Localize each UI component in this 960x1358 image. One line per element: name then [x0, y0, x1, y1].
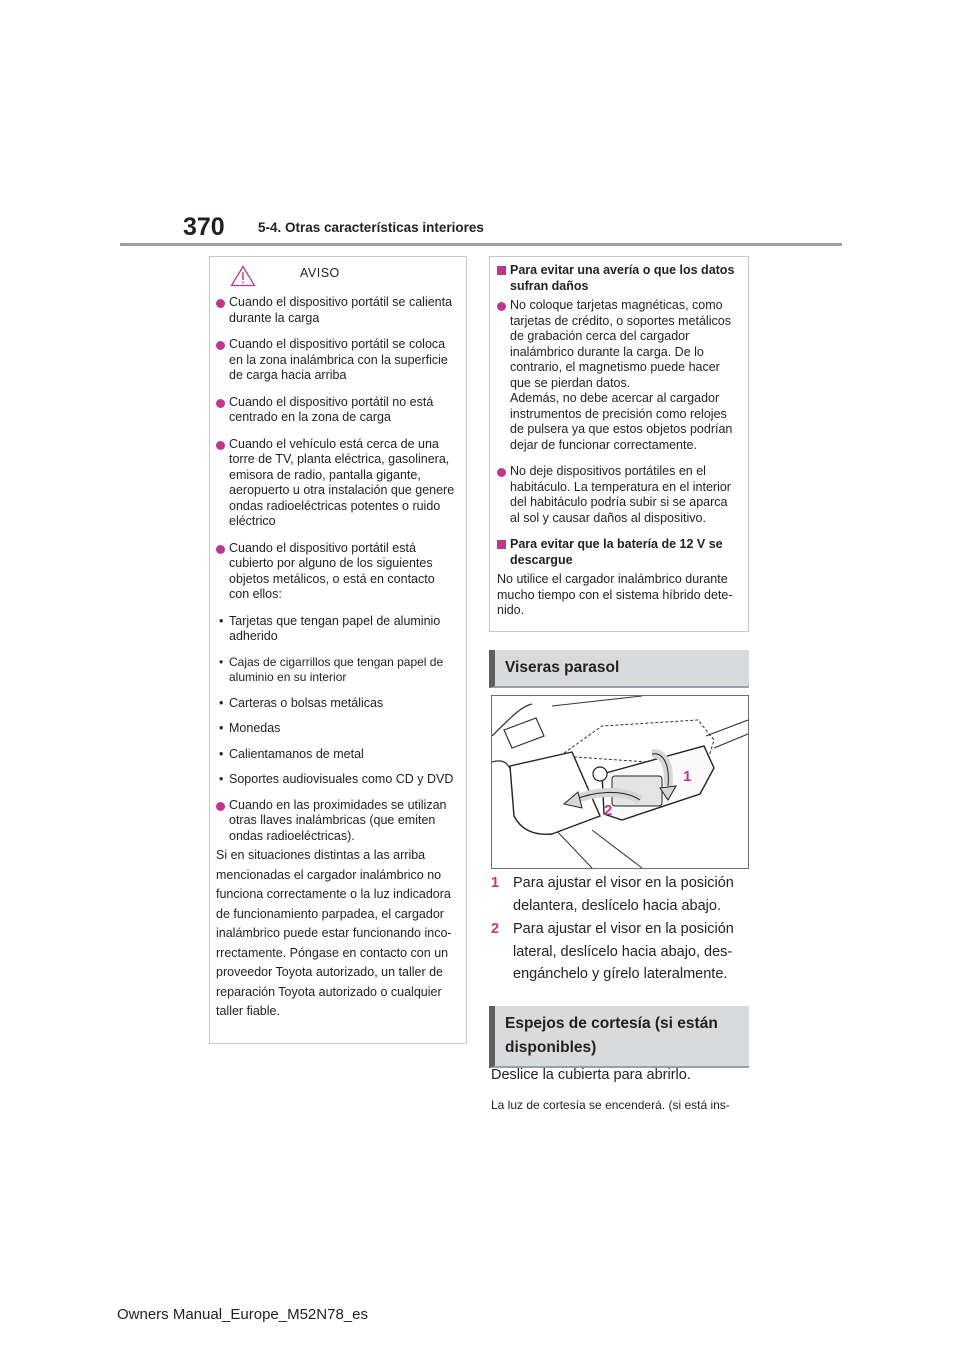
mirror-text: Deslice la cubierta para abrirlo.: [491, 1067, 691, 1083]
list-item: [216, 541, 456, 603]
bullet-dot-icon: [497, 468, 506, 477]
figure-label-2: 2: [604, 802, 613, 819]
mirror-note: La luz de cortesía se encenderá. (si está ins-: [491, 1098, 730, 1112]
bullet-mark: •: [219, 746, 224, 761]
page-number: 370: [183, 213, 225, 241]
text-line: lateral, deslícelo hacia abajo, des-: [513, 943, 733, 960]
text-line: de funcionamiento parpadea, el cargador: [216, 906, 444, 921]
bullet-mark: •: [219, 772, 224, 786]
bullet-mark: •: [219, 695, 224, 710]
list-item-text: Cajas de cigarrillos que tengan papel de aluminio en su interior: [229, 654, 444, 684]
text-line: reparación Toyota autorizado o cualquier: [216, 984, 442, 999]
caution-subheading: [497, 537, 738, 568]
list-item: [216, 337, 456, 384]
bullet-dot-icon: [216, 545, 225, 554]
list-item: [216, 395, 456, 426]
section-title: 5-4. Otras características interiores: [258, 220, 484, 235]
step-number: 2: [491, 921, 500, 937]
mirror-heading: [489, 1006, 749, 1068]
sub-list-item: [216, 772, 456, 788]
heading-line: Espejos de cortesía (si están: [505, 1015, 718, 1032]
visor-illustration: [491, 695, 749, 869]
list-item: [497, 464, 738, 526]
caution-subheading: [497, 263, 738, 294]
list-item-text: No coloque tarjetas magnéticas, como tarjetas de crédito, o soportes metálicos de grabación cerca del cargador inalámbrico durante la carga. De lo contrario, el magnetismo puede hacer que se pierdan datos.: [510, 298, 731, 390]
sub-list-item: [216, 655, 456, 686]
text-line: funciona correctamente o la luz indicadora: [216, 887, 451, 901]
text-line: rrectamente. Póngase en contacto con un: [216, 945, 449, 960]
warning-closing-text: [216, 846, 456, 1022]
list-item-text: Carteras o bolsas metálicas: [229, 695, 384, 710]
bullet-dot-icon: [216, 341, 225, 350]
sub-list-item: [216, 614, 456, 645]
sub-list-item: [216, 747, 456, 763]
list-item-text: Calientamanos de metal: [229, 746, 364, 761]
list-item: [216, 798, 456, 845]
heading-line: disponibles): [505, 1039, 597, 1056]
text-line: inalámbrico puede estar funcionando inco-: [216, 926, 452, 940]
text-line: mencionadas el cargador inalámbrico no: [216, 867, 442, 882]
warning-header: [216, 257, 456, 295]
text-line: engánchelo y gírelo lateralmente.: [513, 966, 728, 982]
sun-visor-diagram: [492, 696, 748, 868]
bullet-dot-icon: [216, 441, 225, 450]
list-item-text: Monedas: [229, 721, 281, 735]
warning-title: AVISO: [300, 266, 340, 280]
step-text: [513, 918, 753, 986]
step-text: [513, 872, 753, 917]
figure-label-1: 1: [683, 768, 692, 785]
list-item-text: Además, no debe acercar al cargador instrumentos de precisión como relojes de pulsera ya que estos objetos podrían dejar de funcionar correctamente.: [510, 391, 733, 452]
square-bullet-icon: [497, 540, 506, 549]
list-item: [497, 298, 738, 391]
list-item-text: Cuando en las proximidades se utilizan otras llaves inalámbricas (que emiten ondas radioeléctricas).: [229, 797, 447, 843]
text-line: Para ajustar el visor en la posición: [513, 875, 734, 891]
sub-list-item: [216, 696, 456, 712]
list-item-text: Cuando el vehículo está cerca de una torre de TV, planta eléctrica, gasolinera, emisora de radio, pantalla gigante, aeropuerto u otra instalación que genere ondas radioeléctricas potentes o ruido eléctrico: [229, 436, 455, 528]
list-item-text: Soportes audiovisuales como CD y DVD: [229, 772, 454, 786]
warning-box: [209, 256, 467, 1044]
square-bullet-icon: [497, 266, 506, 275]
list-item-text: Cuando el dispositivo portátil no está centrado en la zona de carga: [229, 394, 434, 424]
list-item: [216, 437, 456, 530]
bullet-dot-icon: [216, 399, 225, 408]
list-item-continuation: [497, 391, 738, 453]
text-line: Para ajustar el visor en la posición: [513, 921, 734, 937]
step-number: 1: [491, 875, 500, 891]
caution-text: No utilice el cargador inalámbrico durante mucho tiempo con el sistema híbrido dete-nido.: [497, 572, 733, 617]
list-item-text: Cuando el dispositivo portátil está cubierto por alguno de los siguientes objetos metálicos, o está en contacto con ellos:: [229, 540, 435, 601]
bullet-dot-icon: [497, 302, 506, 311]
bullet-mark: •: [219, 721, 224, 735]
list-item: [216, 295, 456, 326]
bullet-dot-icon: [216, 299, 225, 308]
subheading-text: Para evitar que la batería de 12 V se descargue: [510, 537, 723, 567]
list-item-text: Tarjetas que tengan papel de aluminio adherido: [229, 613, 441, 643]
list-item-text: No deje dispositivos portátiles en el habitáculo. La temperatura en el interior del habitáculo podría subir si se aparca al sol y causar daños al dispositivo.: [510, 464, 731, 525]
footer-text: Owners Manual_Europe_M52N78_es: [117, 1306, 368, 1323]
warning-triangle-icon: [230, 265, 256, 292]
header-divider: [120, 243, 842, 246]
bullet-dot-icon: [216, 802, 225, 811]
text-line: delantera, deslícelo hacia abajo.: [513, 897, 721, 914]
list-item-text: Cuando el dispositivo portátil se coloca en la zona inalámbrica con la superficie de carga hacia arriba: [229, 337, 448, 382]
bullet-mark: •: [219, 613, 224, 628]
sub-list-item: [216, 721, 456, 737]
text-line: taller fiable.: [216, 1004, 280, 1018]
text-line: proveedor Toyota autorizado, un taller de: [216, 965, 444, 979]
list-item-text: Cuando el dispositivo portátil se calienta durante la carga: [229, 295, 453, 325]
caution-box: [489, 256, 749, 632]
bullet-mark: •: [219, 654, 224, 669]
text-line: Si en situaciones distintas a las arriba: [216, 848, 426, 862]
visor-heading: Viseras parasol: [489, 650, 749, 688]
subheading-text: Para evitar una avería o que los datos sufran daños: [510, 263, 735, 293]
